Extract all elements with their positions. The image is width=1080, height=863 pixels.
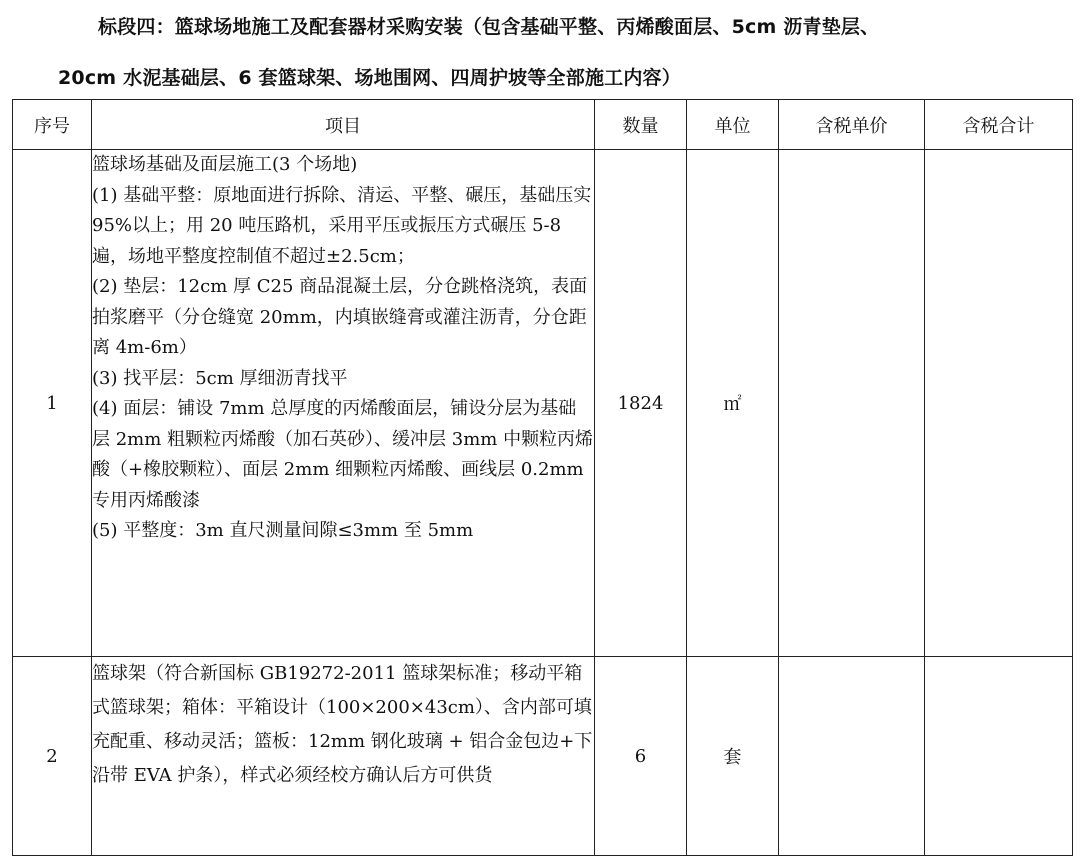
item-line: (1) 基础平整：原地面进行拆除、清运、平整、碾压，基础压实 95%以上；用 20 吨压路机，采用平压或振压方式碾压 5-8 遍，场地平整度控制值不超过±2.5cm；	[92, 184, 592, 267]
row-unit-price	[779, 150, 925, 657]
item-line: 篮球场基础及面层施工(3 个场地)	[92, 154, 358, 175]
item-line: (2) 垫层：12cm 厚 C25 商品混凝土层，分仓跳格浇筑，表面拍浆磨平（分仓缝宽 20mm，内填嵌缝膏或灌注沥青，分仓距离 4m-6m）	[92, 276, 588, 358]
section-title-line-1: 标段四：篮球场地施工及配套器材采购安装（包含基础平整、丙烯酸面层、5cm 沥青垫层、	[98, 16, 880, 38]
row-seq: 2	[13, 657, 92, 856]
row-seq: 1	[13, 150, 92, 657]
section-title-line-2: 20cm 水泥基础层、6 套篮球架、场地围网、四周护坡等全部施工内容）	[58, 67, 681, 89]
row-item-description: 篮球架（符合新国标 GB19272-2011 篮球架标准；移动平箱式篮球架；箱体：平箱设计（100×200×43cm）、含内部可填充配重、移动灵活；篮板：12mm 钢化玻璃 + 铝合金包边+下沿带 EVA 护条），样式必须经校方确认后方可供货	[92, 657, 595, 856]
header-seq: 序号	[13, 100, 92, 150]
item-line: (4) 面层：铺设 7mm 总厚度的丙烯酸面层，铺设分层为基础层 2mm 粗颗粒丙烯酸（加石英砂）、缓冲层 3mm 中颗粒丙烯酸（+橡胶颗粒）、面层 2mm 细颗粒丙烯酸、画线层 0.2mm 专用丙烯酸漆	[92, 398, 594, 511]
table-row	[13, 150, 1073, 657]
header-item: 项目	[92, 100, 595, 150]
row-qty: 1824	[595, 150, 687, 657]
row-total	[925, 657, 1073, 856]
header-unit-price: 含税单价	[779, 100, 925, 150]
row-item-description	[92, 150, 595, 657]
item-line: (5) 平整度：3m 直尺测量间隙≤3mm 至 5mm	[92, 520, 474, 541]
table-row	[13, 657, 1073, 856]
row-qty: 6	[595, 657, 687, 856]
row-unit-price	[779, 657, 925, 856]
row-total	[925, 150, 1073, 657]
row-unit: 套	[687, 657, 779, 856]
header-total: 含税合计	[925, 100, 1073, 150]
table-header-row	[13, 100, 1073, 150]
item-line: (3) 找平层：5cm 厚细沥青找平	[92, 367, 348, 389]
row-unit: ㎡	[687, 150, 779, 657]
header-unit: 单位	[687, 100, 779, 150]
quotation-table	[12, 99, 1073, 856]
header-qty: 数量	[595, 100, 687, 150]
